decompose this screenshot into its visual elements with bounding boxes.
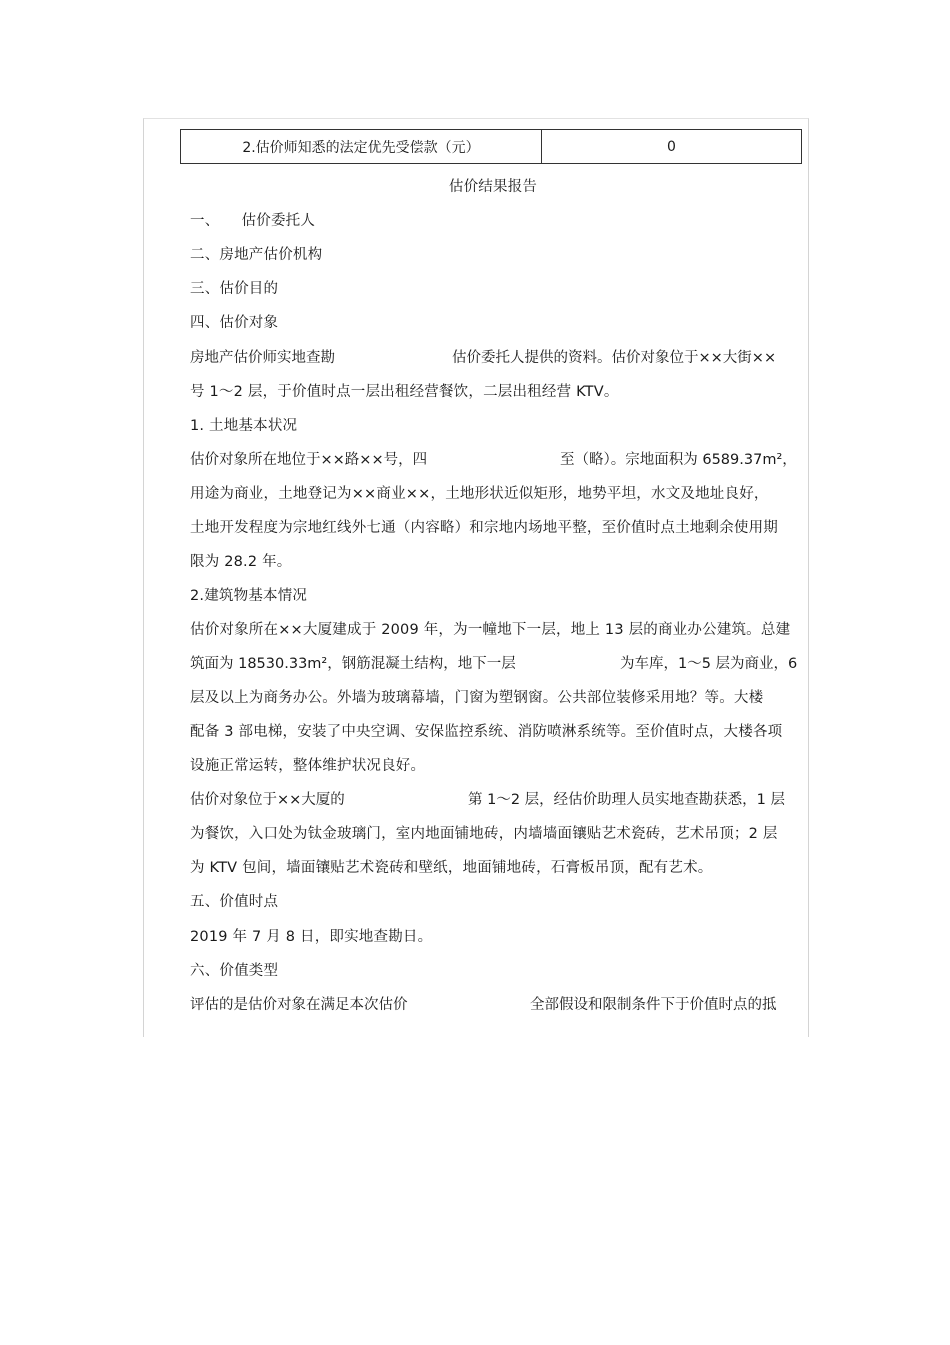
priority-payment-table bbox=[180, 129, 802, 164]
paragraph-line: 估价委托人提供的资料。估价对象位于××大街×× bbox=[452, 350, 777, 366]
paragraph-line: 设施正常运转，整体维护状况良好。 bbox=[190, 758, 426, 774]
paragraph-line: 配备 3 部电梯，安装了中央空调、安保监控系统、消防喷淋系统等。至价值时点，大楼各项 bbox=[190, 724, 783, 740]
section-agency: 二、房地产估价机构 bbox=[190, 247, 323, 263]
section-purpose: 三、估价目的 bbox=[190, 281, 279, 297]
section-object: 四、估价对象 bbox=[190, 315, 279, 331]
paragraph-line: 层及以上为商务办公。外墙为玻璃幕墙，门窗为塑钢窗。公共部位装修采用地？等。大楼 bbox=[190, 690, 764, 706]
paragraph-line: 至（略）。宗地面积为 6589.37m²， bbox=[560, 452, 797, 468]
paragraph-line: 全部假设和限制条件下于价值时点的抵 bbox=[530, 997, 777, 1013]
section-client: 一、 估价委托人 bbox=[190, 213, 316, 229]
paragraph-line: 第 1～2 层，经估价助理人员实地查勘获悉，1 层 bbox=[468, 792, 786, 808]
paragraph-line: 估价对象所在××大厦建成于 2009 年，为一幢地下一层，地上 13 层的商业办公建筑。总建 bbox=[190, 622, 791, 638]
subsection-land: 1. 土地基本状况 bbox=[190, 418, 298, 434]
section-value-type: 六、价值类型 bbox=[190, 963, 279, 979]
paragraph-line: 房地产估价师实地查勘 bbox=[190, 350, 335, 366]
report-title: 估价结果报告 bbox=[448, 179, 538, 195]
paragraph-line: 估价对象所在地位于××路××号，四 bbox=[190, 452, 428, 468]
paragraph-line: 限为 28.2 年。 bbox=[190, 554, 292, 570]
paragraph-line: 为 KTV 包间，墙面镶贴艺术瓷砖和壁纸，地面铺地砖，石膏板吊顶，配有艺术。 bbox=[190, 860, 713, 876]
priority-payment-label: 2.估价师知悉的法定优先受偿款（元） bbox=[181, 130, 542, 163]
subsection-building: 2.建筑物基本情况 bbox=[190, 588, 308, 604]
paragraph-line: 号 1～2 层，于价值时点一层出租经营餐饮，二层出租经营 KTV。 bbox=[190, 384, 619, 400]
paragraph-line: 2019 年 7 月 8 日，即实地查勘日。 bbox=[190, 929, 433, 945]
section-value-date: 五、价值时点 bbox=[190, 894, 279, 910]
paragraph-line: 为餐饮，入口处为钛金玻璃门，室内地面铺地砖，内墙墙面镶贴艺术瓷砖，艺术吊顶；2 层 bbox=[190, 826, 778, 842]
paragraph-line: 估价对象位于××大厦的 bbox=[190, 792, 345, 808]
paragraph-line: 用途为商业，土地登记为××商业××，土地形状近似矩形，地势平坦，水文及地址良好， bbox=[190, 486, 769, 502]
paragraph-line: 为车库，1～5 层为商业，6 bbox=[620, 656, 798, 672]
paragraph-line: 土地开发程度为宗地红线外七通（内容略）和宗地内场地平整，至价值时点土地剩余使用期 bbox=[190, 520, 778, 536]
priority-payment-value: 0 bbox=[667, 138, 676, 155]
paragraph-line: 筑面为 18530.33m²，钢筋混凝土结构，地下一层 bbox=[190, 656, 516, 672]
paragraph-line: 评估的是估价对象在满足本次估价 bbox=[190, 997, 408, 1013]
